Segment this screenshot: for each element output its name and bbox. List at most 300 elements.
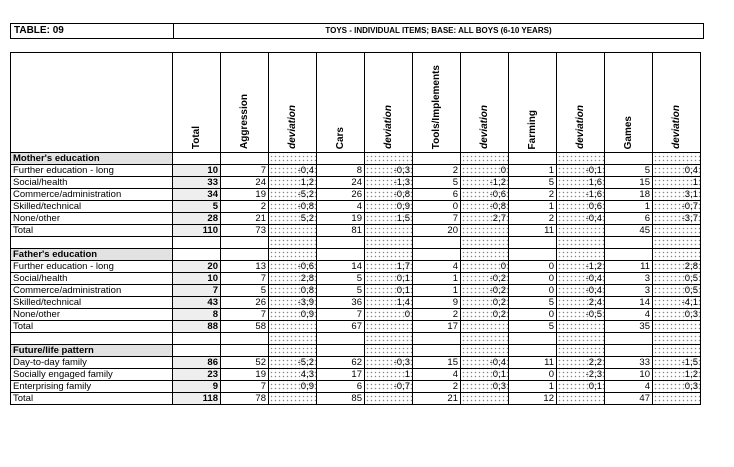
count-cell: 5 — [221, 285, 269, 297]
table-cell — [221, 153, 269, 165]
count-cell: 11 — [509, 357, 557, 369]
deviation-cell: 3,1 — [653, 189, 701, 201]
section-heading-row — [11, 249, 701, 261]
deviation-cell: -3,9 — [269, 297, 317, 309]
count-cell: 12 — [509, 393, 557, 405]
count-cell: 24 — [221, 177, 269, 189]
column-header-label: deviation — [287, 105, 298, 149]
count-cell: 4 — [413, 369, 461, 381]
row-label: Social/health — [11, 177, 173, 189]
count-cell: 7 — [221, 273, 269, 285]
row-label: Total — [11, 393, 173, 405]
row-label: None/other — [11, 213, 173, 225]
table-row — [11, 357, 701, 369]
deviation-cell: -0,7 — [653, 201, 701, 213]
deviation-cell: -0,4 — [557, 285, 605, 297]
row-label: Enterprising family — [11, 381, 173, 393]
table-row — [11, 369, 701, 381]
deviation-cell: -5,2 — [269, 357, 317, 369]
spacer-cell — [11, 333, 173, 345]
spacer-cell — [317, 237, 365, 249]
count-cell: 20 — [413, 225, 461, 237]
total-cell: 20 — [173, 261, 221, 273]
count-cell: 3 — [605, 285, 653, 297]
spacer-cell — [653, 333, 701, 345]
table-row — [11, 177, 701, 189]
deviation-cell: 1 — [653, 177, 701, 189]
count-cell: 2 — [413, 381, 461, 393]
count-cell: 5 — [317, 273, 365, 285]
spacer-cell — [557, 237, 605, 249]
count-cell: 2 — [509, 213, 557, 225]
spacer-cell — [461, 333, 509, 345]
count-cell: 4 — [605, 381, 653, 393]
table-cell — [365, 153, 413, 165]
deviation-cell: 0,6 — [557, 201, 605, 213]
spacer-cell — [11, 237, 173, 249]
count-cell: 4 — [605, 309, 653, 321]
table-cell — [365, 249, 413, 261]
deviation-cell: -0,7 — [365, 381, 413, 393]
total-cell: 8 — [173, 309, 221, 321]
deviation-cell: 0 — [365, 309, 413, 321]
table-cell — [269, 153, 317, 165]
total-cell: 28 — [173, 213, 221, 225]
count-cell: 36 — [317, 297, 365, 309]
count-cell: 0 — [413, 201, 461, 213]
count-cell: 2 — [413, 165, 461, 177]
column-header-label: Cars — [335, 126, 346, 149]
count-cell: 1 — [605, 201, 653, 213]
count-cell: 7 — [413, 213, 461, 225]
deviation-cell: -0,4 — [557, 213, 605, 225]
deviation-cell: -1,5 — [653, 357, 701, 369]
count-cell: 0 — [509, 369, 557, 381]
count-cell: 14 — [317, 261, 365, 273]
deviation-cell — [365, 225, 413, 237]
table-row — [11, 201, 701, 213]
column-header-label: deviation — [671, 105, 682, 149]
count-cell: 67 — [317, 321, 365, 333]
column-header — [173, 53, 221, 153]
header-row — [11, 53, 701, 153]
column-header — [413, 53, 461, 153]
row-label: Commerce/administration — [11, 189, 173, 201]
count-cell: 5 — [605, 165, 653, 177]
count-cell: 15 — [413, 357, 461, 369]
spacer-cell — [173, 333, 221, 345]
count-cell: 0 — [509, 309, 557, 321]
data-table — [10, 52, 701, 405]
deviation-cell — [557, 393, 605, 405]
column-header — [509, 53, 557, 153]
table-cell — [509, 153, 557, 165]
spacer-cell — [557, 333, 605, 345]
count-cell: 19 — [221, 189, 269, 201]
count-cell: 7 — [221, 381, 269, 393]
count-cell: 3 — [605, 273, 653, 285]
table-cell — [413, 153, 461, 165]
row-label: Social/health — [11, 273, 173, 285]
count-cell: 0 — [509, 273, 557, 285]
count-cell: 18 — [605, 189, 653, 201]
column-header — [605, 53, 653, 153]
deviation-cell: 2,2 — [557, 357, 605, 369]
deviation-cell: -0,8 — [269, 201, 317, 213]
table-cell — [461, 153, 509, 165]
deviation-cell — [461, 393, 509, 405]
table-cell — [317, 153, 365, 165]
column-header-label: Aggression — [239, 93, 250, 149]
count-cell: 0 — [509, 261, 557, 273]
row-label: None/other — [11, 309, 173, 321]
deviation-cell: 0,3 — [653, 309, 701, 321]
deviation-cell — [365, 321, 413, 333]
count-cell: 4 — [317, 201, 365, 213]
table-title: TOYS - INDIVIDUAL ITEMS; BASE: ALL BOYS (6-10 YEARS) — [325, 26, 552, 35]
deviation-cell: -5,2 — [269, 189, 317, 201]
column-header-label: Total — [191, 125, 202, 149]
table-row — [11, 297, 701, 309]
deviation-cell: 0 — [461, 261, 509, 273]
deviation-cell: -0,6 — [269, 261, 317, 273]
count-cell: 1 — [413, 273, 461, 285]
deviation-cell: 1,2 — [653, 369, 701, 381]
deviation-cell: 0,5 — [653, 273, 701, 285]
table-cell — [269, 249, 317, 261]
deviation-cell — [269, 225, 317, 237]
column-header — [317, 53, 365, 153]
deviation-cell: -3,7 — [653, 213, 701, 225]
spacer-cell — [509, 333, 557, 345]
deviation-cell: 1,7 — [365, 261, 413, 273]
count-cell: 1 — [509, 201, 557, 213]
count-cell: 45 — [605, 225, 653, 237]
deviation-cell: 2,8 — [653, 261, 701, 273]
row-label: Socially engaged family — [11, 369, 173, 381]
column-header-label: deviation — [383, 105, 394, 149]
count-cell: 19 — [317, 213, 365, 225]
deviation-cell: -0,1 — [557, 165, 605, 177]
total-cell: 7 — [173, 285, 221, 297]
count-cell: 5 — [317, 285, 365, 297]
section-heading: Mother's education — [11, 153, 173, 165]
count-cell: 17 — [413, 321, 461, 333]
count-cell: 0 — [509, 285, 557, 297]
table-cell — [605, 153, 653, 165]
deviation-cell — [269, 393, 317, 405]
count-cell: 5 — [509, 297, 557, 309]
table-cell — [173, 153, 221, 165]
count-cell: 24 — [317, 177, 365, 189]
total-cell: 86 — [173, 357, 221, 369]
table-row — [11, 381, 701, 393]
deviation-cell — [557, 321, 605, 333]
spacer-cell — [221, 237, 269, 249]
deviation-cell — [365, 393, 413, 405]
count-cell: 14 — [605, 297, 653, 309]
count-cell: 5 — [413, 177, 461, 189]
total-cell: 34 — [173, 189, 221, 201]
deviation-cell: -2,3 — [557, 369, 605, 381]
deviation-cell: 0,1 — [557, 381, 605, 393]
spacer-cell — [365, 237, 413, 249]
count-cell: 6 — [413, 189, 461, 201]
count-cell: 2 — [413, 309, 461, 321]
deviation-cell: -1,2 — [461, 177, 509, 189]
deviation-cell — [653, 225, 701, 237]
deviation-cell: -4,1 — [653, 297, 701, 309]
count-cell: 21 — [221, 213, 269, 225]
table-cell — [509, 345, 557, 357]
spacer-row — [11, 333, 701, 345]
count-cell: 15 — [605, 177, 653, 189]
table-number: TABLE: 09 — [11, 24, 174, 38]
deviation-cell — [269, 321, 317, 333]
deviation-cell: 0,2 — [461, 309, 509, 321]
count-cell: 7 — [221, 165, 269, 177]
table-cell — [413, 249, 461, 261]
table-cell — [605, 249, 653, 261]
deviation-cell: 1,2 — [269, 177, 317, 189]
spacer-row — [11, 237, 701, 249]
spacer-cell — [605, 333, 653, 345]
section-heading: Future/life pattern — [11, 345, 173, 357]
count-cell: 58 — [221, 321, 269, 333]
row-label: Skilled/technical — [11, 201, 173, 213]
deviation-cell: 1,4 — [365, 297, 413, 309]
table-cell — [461, 345, 509, 357]
count-cell: 19 — [221, 369, 269, 381]
column-header — [269, 53, 317, 153]
table-row — [11, 309, 701, 321]
count-cell: 6 — [605, 213, 653, 225]
column-header-label: Games — [623, 115, 634, 149]
spacer-cell — [509, 237, 557, 249]
deviation-cell: -0,3 — [365, 165, 413, 177]
row-label: Further education - long — [11, 165, 173, 177]
table-cell — [317, 249, 365, 261]
deviation-cell: -0,3 — [365, 357, 413, 369]
total-cell: 110 — [173, 225, 221, 237]
count-cell: 5 — [509, 321, 557, 333]
deviation-cell — [461, 225, 509, 237]
spacer-cell — [365, 333, 413, 345]
total-cell: 10 — [173, 273, 221, 285]
count-cell: 1 — [509, 165, 557, 177]
count-cell: 35 — [605, 321, 653, 333]
deviation-cell: 2,4 — [557, 297, 605, 309]
count-cell: 62 — [317, 357, 365, 369]
deviation-cell: 0,3 — [461, 381, 509, 393]
count-cell: 26 — [317, 189, 365, 201]
table-row — [11, 321, 701, 333]
table-cell — [509, 249, 557, 261]
column-header-label: deviation — [479, 105, 490, 149]
count-cell: 1 — [413, 285, 461, 297]
deviation-cell: -0,8 — [461, 201, 509, 213]
column-header — [221, 53, 269, 153]
table-row — [11, 273, 701, 285]
deviation-cell: 0,4 — [653, 165, 701, 177]
table-cell — [173, 345, 221, 357]
table-cell — [605, 345, 653, 357]
deviation-cell: 5,2 — [269, 213, 317, 225]
table-cell — [173, 249, 221, 261]
deviation-cell — [653, 321, 701, 333]
count-cell: 13 — [221, 261, 269, 273]
deviation-cell: -0,2 — [461, 285, 509, 297]
deviation-cell: -0,4 — [557, 273, 605, 285]
table-cell — [317, 345, 365, 357]
column-header-label: Tools/Implements — [431, 64, 442, 149]
deviation-cell: -0,2 — [461, 273, 509, 285]
table-cell — [653, 249, 701, 261]
total-cell: 88 — [173, 321, 221, 333]
section-heading: Father's education — [11, 249, 173, 261]
count-cell: 85 — [317, 393, 365, 405]
deviation-cell: -0,4 — [461, 357, 509, 369]
count-cell: 26 — [221, 297, 269, 309]
deviation-cell — [653, 393, 701, 405]
deviation-cell: -1,2 — [557, 261, 605, 273]
deviation-cell: 0,9 — [269, 381, 317, 393]
table-title-bar — [10, 23, 704, 39]
column-header — [461, 53, 509, 153]
deviation-cell: 4,3 — [269, 369, 317, 381]
deviation-cell: -0,4 — [269, 165, 317, 177]
deviation-cell: 1,6 — [557, 177, 605, 189]
deviation-cell: 0,1 — [365, 273, 413, 285]
table-cell — [269, 345, 317, 357]
spacer-cell — [221, 333, 269, 345]
count-cell: 81 — [317, 225, 365, 237]
count-cell: 2 — [509, 189, 557, 201]
total-cell: 43 — [173, 297, 221, 309]
deviation-cell: 0,2 — [461, 297, 509, 309]
count-cell: 7 — [221, 309, 269, 321]
deviation-cell: -0,5 — [557, 309, 605, 321]
deviation-cell: 0,9 — [365, 201, 413, 213]
section-heading-row — [11, 153, 701, 165]
row-label: Skilled/technical — [11, 297, 173, 309]
deviation-cell: 0,1 — [365, 285, 413, 297]
section-heading-row — [11, 345, 701, 357]
spacer-cell — [461, 237, 509, 249]
column-header — [365, 53, 413, 153]
deviation-cell: 0,5 — [653, 285, 701, 297]
table-cell — [413, 345, 461, 357]
column-header-label: deviation — [575, 105, 586, 149]
deviation-cell: -1,6 — [557, 189, 605, 201]
deviation-cell: -0,6 — [461, 189, 509, 201]
deviation-cell: -1,3 — [365, 177, 413, 189]
table-row — [11, 225, 701, 237]
row-label: Day-to-day family — [11, 357, 173, 369]
table-cell — [221, 249, 269, 261]
count-cell: 2 — [221, 201, 269, 213]
total-cell: 118 — [173, 393, 221, 405]
count-cell: 11 — [509, 225, 557, 237]
spacer-cell — [653, 237, 701, 249]
column-header — [653, 53, 701, 153]
spacer-cell — [413, 237, 461, 249]
count-cell: 78 — [221, 393, 269, 405]
count-cell: 21 — [413, 393, 461, 405]
count-cell: 7 — [317, 309, 365, 321]
count-cell: 9 — [413, 297, 461, 309]
total-cell: 23 — [173, 369, 221, 381]
row-label: Further education - long — [11, 261, 173, 273]
column-header — [557, 53, 605, 153]
table-cell — [653, 153, 701, 165]
count-cell: 52 — [221, 357, 269, 369]
deviation-cell: 1 — [365, 369, 413, 381]
deviation-cell: 1,5 — [365, 213, 413, 225]
table-row — [11, 393, 701, 405]
deviation-cell: 0,1 — [461, 369, 509, 381]
deviation-cell: -0,8 — [365, 189, 413, 201]
table-cell — [365, 345, 413, 357]
spacer-cell — [605, 237, 653, 249]
deviation-cell: 0,8 — [269, 285, 317, 297]
count-cell: 8 — [317, 165, 365, 177]
deviation-cell: 2,7 — [461, 213, 509, 225]
table-cell — [557, 345, 605, 357]
total-cell: 10 — [173, 165, 221, 177]
deviation-cell — [461, 321, 509, 333]
table-row — [11, 261, 701, 273]
table-row — [11, 165, 701, 177]
count-cell: 6 — [317, 381, 365, 393]
row-label: Commerce/administration — [11, 285, 173, 297]
spacer-cell — [173, 237, 221, 249]
table-cell — [557, 249, 605, 261]
deviation-cell: 0,3 — [653, 381, 701, 393]
total-cell: 5 — [173, 201, 221, 213]
count-cell: 47 — [605, 393, 653, 405]
total-cell: 33 — [173, 177, 221, 189]
table-cell — [557, 153, 605, 165]
deviation-cell: 2,8 — [269, 273, 317, 285]
count-cell: 10 — [605, 369, 653, 381]
table-row — [11, 213, 701, 225]
spacer-cell — [413, 333, 461, 345]
row-label: Total — [11, 225, 173, 237]
table-cell — [221, 345, 269, 357]
table-row — [11, 285, 701, 297]
deviation-cell — [557, 225, 605, 237]
spacer-cell — [269, 237, 317, 249]
count-cell: 4 — [413, 261, 461, 273]
count-cell: 73 — [221, 225, 269, 237]
table-row — [11, 189, 701, 201]
total-cell: 9 — [173, 381, 221, 393]
count-cell: 33 — [605, 357, 653, 369]
table-cell — [653, 345, 701, 357]
table-cell — [461, 249, 509, 261]
spacer-cell — [269, 333, 317, 345]
count-cell: 5 — [509, 177, 557, 189]
spacer-cell — [317, 333, 365, 345]
count-cell: 11 — [605, 261, 653, 273]
deviation-cell: 0 — [461, 165, 509, 177]
header-stub — [11, 53, 173, 153]
count-cell: 1 — [509, 381, 557, 393]
count-cell: 17 — [317, 369, 365, 381]
deviation-cell: 0,9 — [269, 309, 317, 321]
row-label: Total — [11, 321, 173, 333]
